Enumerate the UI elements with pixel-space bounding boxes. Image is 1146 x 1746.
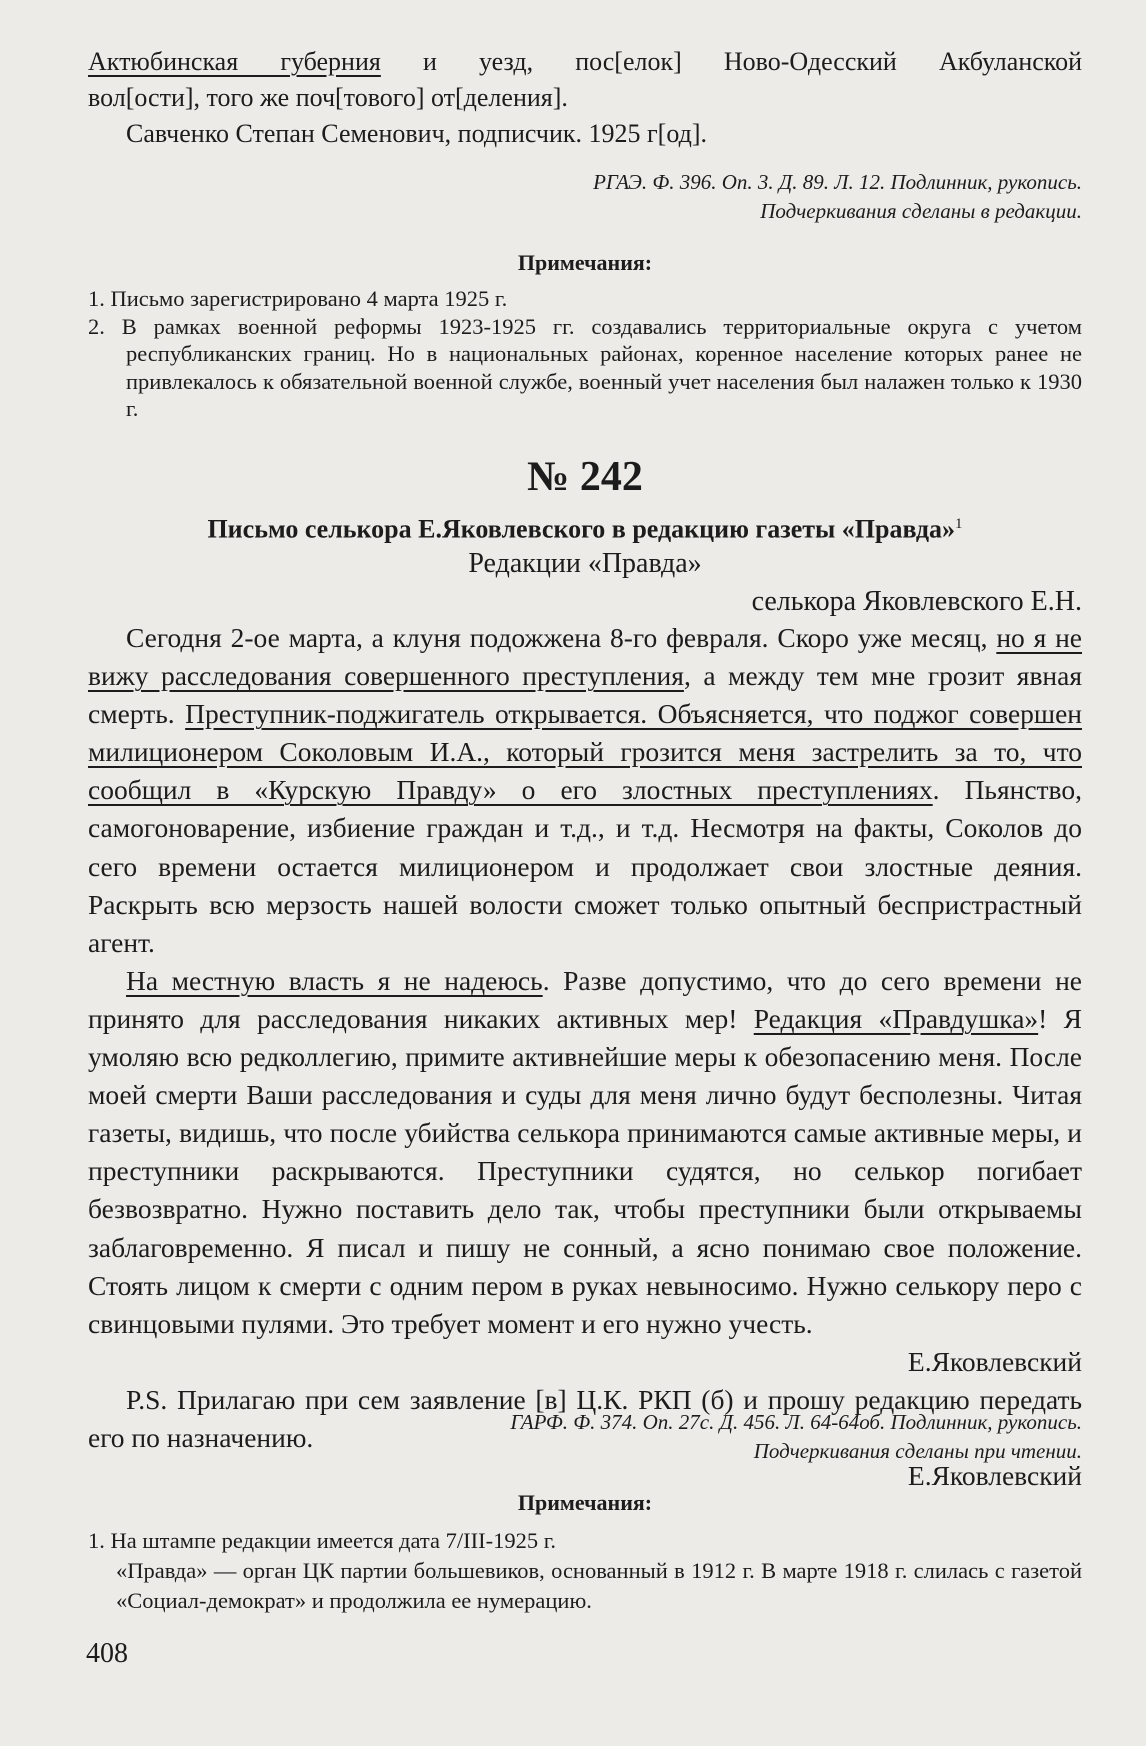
note-item: 1. На штампе редакции имеется дата 7/III-1925 г.	[88, 1528, 557, 1553]
location-line-2: вол[ости], того же поч[тового] от[деления].	[88, 83, 568, 112]
note-item: 2. В рамках военной реформы 1923-1925 гг. создавались территориальные округа с учетом республиканских границ. Но в национальных районах, коренное население которых ранее не привлекалось к обязательной военной службе, военный учет населения был налажен только к 1930 г.	[88, 313, 1082, 421]
notes-list-1	[88, 285, 1082, 423]
letter-signature-1: Е.Яковлевский	[907, 1345, 1082, 1377]
document-title: Письмо селькора Е.Яковлевского в редакцию газеты «Правда»$^1$	[207, 514, 963, 544]
letter-body	[88, 619, 1082, 1495]
notes-title-2: Примечания:	[517, 1490, 653, 1515]
archive-reference: РГАЭ. Ф. 396. Оп. 3. Д. 89. Л. 12. Подлинник, рукопись.	[593, 170, 1082, 194]
letter-signature-2: Е.Яковлевский	[907, 1460, 1082, 1492]
location-line-1: Актюбинская губерния и уезд, пос[елок] Ново-Одесский Акбуланской	[88, 47, 1082, 76]
note-item: «Правда» — орган ЦК партии большевиков, основанный в 1912 г. В марте 1918 г. слилась с газетой «Социал-демократ» и продолжила ее нумерацию.	[116, 1558, 1082, 1613]
page-number: 408	[86, 1638, 128, 1669]
sender: селькора Яковлевского Е.Н.	[751, 586, 1082, 617]
letter-address	[88, 545, 1082, 621]
source-citation-1	[88, 168, 1082, 226]
letter-postscript: P.S. Прилагаю при сем заявление [в] Ц.К. РКП (б) и прошу редакцию передать его по назначению.	[88, 1383, 1082, 1453]
signature-savchenko: Савченко Степан Семенович, подписчик. 1925 г[од].	[126, 119, 707, 148]
location-underlined: Актюбинская губерния	[88, 47, 381, 76]
addressee: Редакции «Правда»	[468, 548, 702, 579]
underline-remark: Подчеркивания сделаны в редакции.	[760, 199, 1082, 223]
document-number: № 242	[527, 454, 643, 500]
letter-paragraph-2: На местную власть я не надеюсь. Разве допустимо, что до сего времени не принято для расследования никаких активных мер! Редакция «Правдушка»! Я умоляю всю редколлегию, примите активнейшие меры к обезопасению меня. После моей смерти Ваши расследования и суды для меня лично будут бесполезны. Читая газеты, видишь, что после убийства селькора принимаются самые активные меры, и преступники раскрываются. Преступники судятся, но селькор погибает безвозвратно. Нужно поставить дело так, чтобы преступники были открываемы заблаговременно. Я писал и пишу не сонный, а ясно понимаю свое положение. Стоять лицом к смерти с одним пером в руках невыносимо. Нужно селькору перо с свинцовыми пулями. Это требует момент и его нужно учесть.	[88, 964, 1083, 1339]
intro-block	[88, 44, 1082, 152]
underline-remark: Подчеркивания сделаны при чтении.	[753, 1439, 1082, 1463]
notes-list-2	[88, 1526, 1082, 1616]
notes-title-1: Примечания:	[517, 250, 653, 275]
letter-paragraph-1: Сегодня 2-ое марта, а клуня подожжена 8-го февраля. Скоро уже месяц, но я не вижу расследования совершенного преступления, а между тем мне грозит явная смерть. Преступник-поджигатель открывается. Объясняется, что поджог совершен милиционером Соколовым И.А., который грозится меня застрелить за то, что сообщил в «Курскую Правду» о его злостных преступлениях. Пьянство, самогоноварение, избиение граждан и т.д., и т.д. Несмотря на факты, Соколов до сего времени остается милиционером и продолжает свои злостные деяния. Раскрыть всю мерзость нашей волости сможет только опытный беспристрастный агент.	[88, 622, 1083, 958]
note-item: 1. Письмо зарегистрировано 4 марта 1925 г.	[88, 286, 508, 311]
archive-reference: ГАРФ. Ф. 374. Оп. 27с. Д. 456. Л. 64-64об. Подлинник, рукопись.	[510, 1410, 1082, 1434]
source-citation-2	[88, 1408, 1082, 1466]
footnote-marker: 1	[955, 516, 963, 532]
